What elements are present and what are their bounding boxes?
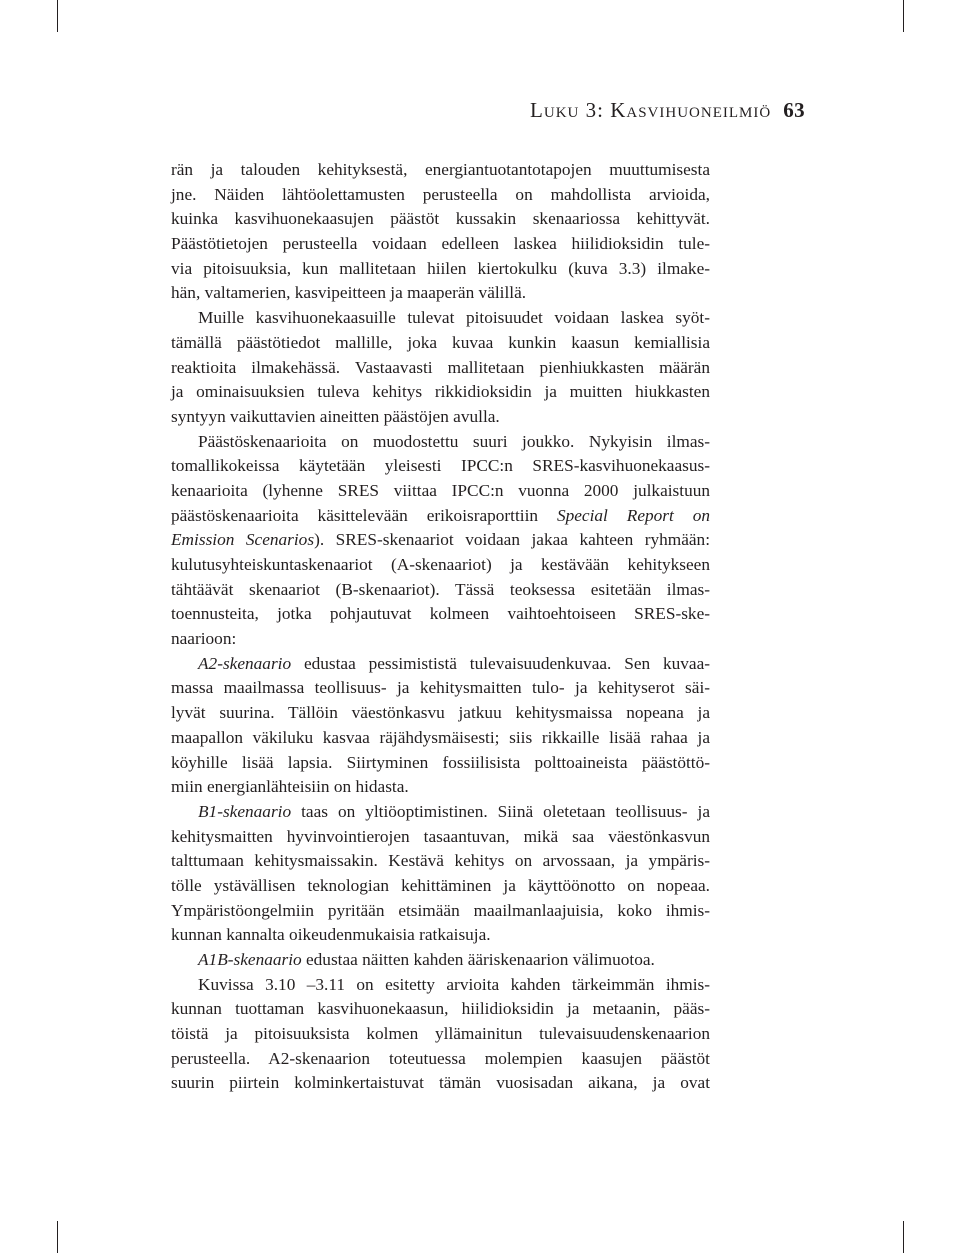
text-line: Kuvissa 3.10 –3.11 on esitetty arvioita kahden tärkeimmän ihmis- xyxy=(198,974,710,994)
text-line xyxy=(171,504,710,529)
text-line: tähtäävät skenaariot (B-skenaariot). Tässä teoksessa esitetään ilmas- xyxy=(171,579,710,599)
italic-text: B1-skenaario xyxy=(198,801,292,821)
text-line: maapallon väkiluku kasvaa räjähdysmäisesti; siis rikkaille lisää rahaa ja xyxy=(171,727,710,747)
body-text xyxy=(171,158,710,1096)
chapter-title: Luku 3: Kasvihuoneilmiö xyxy=(530,98,772,122)
text-line: massa maailmassa teollisuus- ja kehitysmaitten tulo- ja kehityserot säi- xyxy=(171,678,710,698)
text-line: kunnan tuottaman kasvihuonekaasun, hiilidioksidin ja metaanin, pääs- xyxy=(171,999,710,1019)
text-line: rän ja talouden kehityksestä, energiantuotantotapojen muuttumisesta xyxy=(171,160,710,179)
text-line: Muille kasvihuonekaasuille tulevat pitoisuudet voidaan laskea syöt- xyxy=(198,308,710,328)
text-line: ja ominaisuuksien tuleva kehitys rikkidioksidin ja muitten hiukkasten xyxy=(171,382,710,402)
crop-mark-top-right xyxy=(903,0,904,32)
text-line: suurin piirtein kolminkertaistuvat tämän vuosisadan aikana, ja ovat xyxy=(171,1073,710,1093)
text-line: lyvät suurina. Tällöin väestönkasvu jatkuu kehitysmaissa nopeana ja xyxy=(171,703,710,723)
text-line: Päästöskenaarioita on muodostettu suuri joukko. Nykyisin ilmas- xyxy=(198,431,710,451)
crop-mark-bottom-left xyxy=(57,1221,58,1253)
text-line: hän, valtamerien, kasvipeitteen ja maaperän välillä. xyxy=(171,283,527,303)
text-line: toennusteita, jotka pohjautuvat kolmeen vaihtoehtoiseen SRES-ske- xyxy=(171,604,710,624)
text-line: jne. Näiden lähtöolettamusten perusteella on mahdollista arvioida, xyxy=(171,184,710,204)
text-line: tomallikokeissa käytetään yleisesti IPCC:n SRES-kasvihuonekaasus- xyxy=(171,456,710,476)
text-line: Ympäristöongelmiin pyritään etsimään maailmanlaajuisia, koko ihmis- xyxy=(171,900,710,920)
text-line: miin energianlähteisiin on hidasta. xyxy=(171,777,409,797)
text-line: kehitysmaitten hyvinvointierojen tasaantuvan, mikä saa väestönkasvun xyxy=(171,826,710,846)
text-line: tölle ystävällisen teknologian kehittäminen ja käyttöönotto on nopeaa. xyxy=(171,875,710,895)
text-line: köyhille lisää lapsia. Siirtyminen fossiilisista polttoaineista päästöttö- xyxy=(171,752,710,772)
text-line: perusteella. A2-skenaarion toteutuessa molempien kaasujen päästöt xyxy=(171,1048,710,1068)
text-line: tämällä päästötiedot mallille, joka kuvaa kunkin kaasun kemiallisia xyxy=(171,332,710,352)
text-line: kenaarioita (lyhenne SRES viittaa IPCC:n vuonna 2000 julkaistuun xyxy=(171,480,710,500)
text-line xyxy=(171,948,710,973)
text-line: kuinka kasvihuonekaasujen päästöt kussakin skenaariossa kehittyvät. xyxy=(171,209,710,229)
text-line xyxy=(171,652,710,677)
italic-text: Emission Scenarios xyxy=(171,530,315,550)
text-line: naarioon: xyxy=(171,629,237,649)
text-run: taas on yltiöoptimistinen. Siinä oletetaan teollisuus- ja xyxy=(291,801,710,821)
text-line: töistä ja pitoisuuksista kolmen yllämainitun tulevaisuudenskenaarion xyxy=(171,1024,710,1044)
crop-mark-bottom-right xyxy=(903,1221,904,1253)
text-run: ). SRES-skenaariot voidaan jakaa kahteen ryhmään: xyxy=(314,530,710,550)
page-number: 63 xyxy=(783,98,805,122)
text-line: syntyyn vaikuttavien aineitten päästöjen avulla. xyxy=(171,406,500,426)
text-line: talttumaan kehitysmaissakin. Kestävä kehitys on arvossaan, ja ympäris- xyxy=(171,851,710,871)
text-run: edustaa pessimististä tulevaisuudenkuvaa. Sen kuvaa- xyxy=(291,653,710,673)
text-line: kulutusyhteiskuntaskenaariot (A-skenaariot) ja kestävään kehitykseen xyxy=(171,555,710,574)
text-line xyxy=(171,800,710,825)
text-line: kunnan kannalta oikeudenmukaisia ratkaisuja. xyxy=(171,925,491,945)
text-run: päästöskenaarioita käsittelevään erikoisraporttiin xyxy=(171,505,557,525)
text-line: via pitoisuuksia, kun mallitetaan hiilen kiertokulku (kuva 3.3) ilmake- xyxy=(171,258,710,278)
running-header xyxy=(530,98,805,123)
italic-text: A2-skenaario xyxy=(198,653,292,673)
text-line: reaktioita ilmakehässä. Vastaavasti mallitetaan pienhiukkasten määrän xyxy=(171,357,710,377)
italic-text: A1B-skenaario xyxy=(198,950,302,969)
text-line xyxy=(171,528,710,553)
crop-mark-top-left xyxy=(57,0,58,32)
text-line: Päästötietojen perusteella voidaan edelleen laskea hiilidioksidin tule- xyxy=(171,234,710,254)
text-run: edustaa näitten kahden ääriskenaarion välimuotoa. xyxy=(301,950,655,969)
italic-text: Special Report on xyxy=(556,505,711,525)
